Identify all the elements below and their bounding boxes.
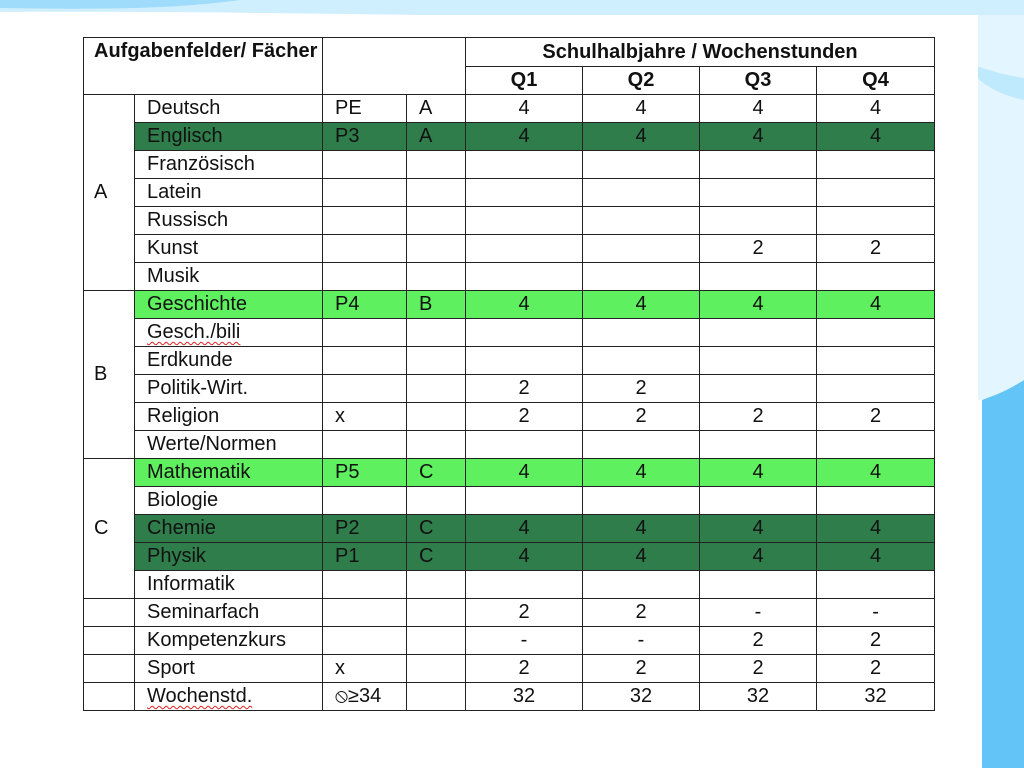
exam-field-cell [407, 599, 466, 627]
hours-q3-cell: 4 [700, 459, 817, 487]
table-row [84, 431, 935, 459]
hours-q1-cell: 4 [466, 123, 583, 151]
header-q2: Q2 [583, 67, 700, 95]
exam-code-cell: x [323, 655, 407, 683]
exam-field-cell [407, 347, 466, 375]
table-row [84, 543, 935, 571]
hours-q2-cell: 2 [583, 403, 700, 431]
exam-code-cell [323, 235, 407, 263]
hours-q4-cell: 4 [817, 515, 935, 543]
subject-cell: Französisch [135, 151, 323, 179]
hours-q2-cell: 4 [583, 459, 700, 487]
hours-q3-cell: 2 [700, 403, 817, 431]
exam-code-cell: P3 [323, 123, 407, 151]
exam-field-cell [407, 151, 466, 179]
field-label-empty [84, 627, 135, 655]
subject-cell: Mathematik [135, 459, 323, 487]
hours-q3-cell: - [700, 599, 817, 627]
header-q1: Q1 [466, 67, 583, 95]
table-row [84, 487, 935, 515]
table-row [84, 235, 935, 263]
subject-cell [135, 683, 323, 711]
table-row [84, 375, 935, 403]
exam-field-cell [407, 683, 466, 711]
hours-q2-cell [583, 431, 700, 459]
hours-q3-cell: 2 [700, 627, 817, 655]
subject-cell: Geschichte [135, 291, 323, 319]
table-row [84, 123, 935, 151]
hours-q1-cell: 4 [466, 95, 583, 123]
exam-field-cell [407, 207, 466, 235]
hours-q3-cell: 4 [700, 291, 817, 319]
hours-q4-cell [817, 263, 935, 291]
field-label-empty [84, 599, 135, 627]
subject-cell: Seminarfach [135, 599, 323, 627]
hours-q1-cell: 32 [466, 683, 583, 711]
hours-q3-cell: 2 [700, 235, 817, 263]
subject-cell: Deutsch [135, 95, 323, 123]
hours-q4-cell: 4 [817, 459, 935, 487]
subject-cell: Werte/Normen [135, 431, 323, 459]
hours-q3-cell: 4 [700, 515, 817, 543]
exam-field-cell: B [407, 291, 466, 319]
exam-code-cell [323, 207, 407, 235]
hours-q1-cell: 4 [466, 291, 583, 319]
table-row [84, 627, 935, 655]
hours-q4-cell: 2 [817, 235, 935, 263]
hours-q3-cell [700, 487, 817, 515]
hours-q4-cell [817, 207, 935, 235]
exam-field-cell [407, 179, 466, 207]
exam-field-cell: C [407, 543, 466, 571]
header-fields-subjects: Aufgabenfelder/ Fächer [84, 38, 323, 95]
field-label: A [84, 95, 135, 291]
subject-cell: Religion [135, 403, 323, 431]
exam-code-cell [323, 627, 407, 655]
hours-q1-cell: - [466, 627, 583, 655]
table-row [84, 207, 935, 235]
hours-q2-cell: 2 [583, 599, 700, 627]
hours-q1-cell [466, 431, 583, 459]
exam-field-cell [407, 235, 466, 263]
exam-field-cell [407, 263, 466, 291]
hours-q3-cell [700, 263, 817, 291]
exam-field-cell [407, 375, 466, 403]
hours-q1-cell [466, 487, 583, 515]
subject-cell [135, 319, 323, 347]
exam-code-cell [323, 599, 407, 627]
hours-q4-cell [817, 571, 935, 599]
hours-q1-cell [466, 179, 583, 207]
header-empty [323, 38, 466, 95]
hours-q3-cell: 32 [700, 683, 817, 711]
hours-q4-cell [817, 151, 935, 179]
hours-q2-cell: 4 [583, 123, 700, 151]
table-row [84, 459, 935, 487]
exam-field-cell [407, 319, 466, 347]
hours-q4-cell [817, 375, 935, 403]
hours-q4-cell: 4 [817, 543, 935, 571]
hours-q4-cell: 4 [817, 95, 935, 123]
exam-field-cell: C [407, 515, 466, 543]
exam-code-cell [323, 319, 407, 347]
subject-cell: Chemie [135, 515, 323, 543]
hours-q2-cell [583, 263, 700, 291]
hours-q1-cell [466, 319, 583, 347]
field-label: C [84, 459, 135, 599]
table-row [84, 347, 935, 375]
hours-q4-cell: 2 [817, 627, 935, 655]
hours-q1-cell [466, 263, 583, 291]
hours-q3-cell [700, 207, 817, 235]
field-label-empty [84, 655, 135, 683]
exam-field-cell: C [407, 459, 466, 487]
exam-code-cell [323, 263, 407, 291]
exam-code-cell [323, 179, 407, 207]
hours-q1-cell: 2 [466, 655, 583, 683]
hours-q2-cell: 4 [583, 543, 700, 571]
hours-q4-cell [817, 179, 935, 207]
hours-q1-cell: 2 [466, 403, 583, 431]
subject-cell: Latein [135, 179, 323, 207]
hours-q1-cell [466, 151, 583, 179]
table-row [84, 263, 935, 291]
exam-field-cell [407, 431, 466, 459]
header-q4: Q4 [817, 67, 935, 95]
exam-field-cell: A [407, 123, 466, 151]
exam-field-cell [407, 403, 466, 431]
hours-q1-cell [466, 207, 583, 235]
hours-q1-cell: 4 [466, 543, 583, 571]
hours-q1-cell [466, 347, 583, 375]
exam-code-cell: PE [323, 95, 407, 123]
hours-q4-cell [817, 319, 935, 347]
hours-q2-cell: 2 [583, 655, 700, 683]
hours-q2-cell [583, 151, 700, 179]
hours-q4-cell [817, 487, 935, 515]
spellcheck-word: Gesch./bili [147, 321, 241, 343]
hours-q1-cell: 2 [466, 599, 583, 627]
hours-q3-cell [700, 375, 817, 403]
table-row [84, 403, 935, 431]
subject-cell: Biologie [135, 487, 323, 515]
exam-field-cell [407, 487, 466, 515]
hours-q3-cell [700, 347, 817, 375]
hours-q2-cell [583, 571, 700, 599]
field-label: B [84, 291, 135, 459]
subject-cell: Kompetenzkurs [135, 627, 323, 655]
table-row [84, 319, 935, 347]
exam-field-cell [407, 627, 466, 655]
hours-q2-cell [583, 179, 700, 207]
hours-q2-cell [583, 207, 700, 235]
hours-q3-cell [700, 431, 817, 459]
header-semesters: Schulhalbjahre / Wochenstunden [466, 38, 935, 67]
hours-q2-cell: 4 [583, 515, 700, 543]
exam-code-cell [323, 375, 407, 403]
hours-q4-cell [817, 347, 935, 375]
exam-field-cell: A [407, 95, 466, 123]
hours-q1-cell [466, 571, 583, 599]
table-row [84, 95, 935, 123]
hours-q2-cell: - [583, 627, 700, 655]
hours-q2-cell: 4 [583, 95, 700, 123]
table-row [84, 571, 935, 599]
table-row [84, 179, 935, 207]
exam-code-cell: P4 [323, 291, 407, 319]
hours-q3-cell [700, 179, 817, 207]
hours-q4-cell: 4 [817, 123, 935, 151]
hours-q2-cell [583, 347, 700, 375]
exam-code-cell: P1 [323, 543, 407, 571]
hours-q2-cell: 2 [583, 375, 700, 403]
hours-q3-cell [700, 571, 817, 599]
subject-cell: Politik-Wirt. [135, 375, 323, 403]
exam-code-cell: P2 [323, 515, 407, 543]
subject-cell: Erdkunde [135, 347, 323, 375]
subject-cell: Sport [135, 655, 323, 683]
subject-cell: Informatik [135, 571, 323, 599]
field-label-empty [84, 683, 135, 711]
table-body [84, 38, 935, 711]
subject-cell: Russisch [135, 207, 323, 235]
hours-q1-cell: 4 [466, 515, 583, 543]
hours-q3-cell: 4 [700, 95, 817, 123]
table-row [84, 515, 935, 543]
exam-code-cell [323, 487, 407, 515]
exam-field-cell [407, 571, 466, 599]
table-row [84, 655, 935, 683]
exam-code-cell: P5 [323, 459, 407, 487]
hours-q2-cell [583, 319, 700, 347]
hours-q4-cell: 2 [817, 655, 935, 683]
subject-cell: Kunst [135, 235, 323, 263]
hours-q2-cell [583, 235, 700, 263]
hours-q3-cell [700, 151, 817, 179]
exam-code-cell: x [323, 403, 407, 431]
hours-q2-cell [583, 487, 700, 515]
hours-q3-cell: 2 [700, 655, 817, 683]
subject-cell: Physik [135, 543, 323, 571]
hours-q1-cell [466, 235, 583, 263]
hours-q3-cell [700, 319, 817, 347]
exam-code-cell [323, 151, 407, 179]
exam-code-cell: ⦸≥34 [323, 683, 407, 711]
exam-field-cell [407, 655, 466, 683]
hours-q4-cell: 4 [817, 291, 935, 319]
table-row [84, 599, 935, 627]
hours-q4-cell: - [817, 599, 935, 627]
hours-q1-cell: 4 [466, 459, 583, 487]
hours-q4-cell: 32 [817, 683, 935, 711]
course-plan-table [83, 37, 935, 711]
exam-code-cell [323, 571, 407, 599]
hours-q2-cell: 4 [583, 291, 700, 319]
exam-code-cell [323, 347, 407, 375]
hours-q3-cell: 4 [700, 123, 817, 151]
hours-q4-cell: 2 [817, 403, 935, 431]
table-row [84, 683, 935, 711]
table-row [84, 291, 935, 319]
exam-code-cell [323, 431, 407, 459]
subject-cell: Englisch [135, 123, 323, 151]
spellcheck-word: Wochenstd. [147, 685, 253, 707]
hours-q4-cell [817, 431, 935, 459]
hours-q2-cell: 32 [583, 683, 700, 711]
table-row [84, 151, 935, 179]
hours-q3-cell: 4 [700, 543, 817, 571]
header-q3: Q3 [700, 67, 817, 95]
subject-cell: Musik [135, 263, 323, 291]
hours-q1-cell: 2 [466, 375, 583, 403]
